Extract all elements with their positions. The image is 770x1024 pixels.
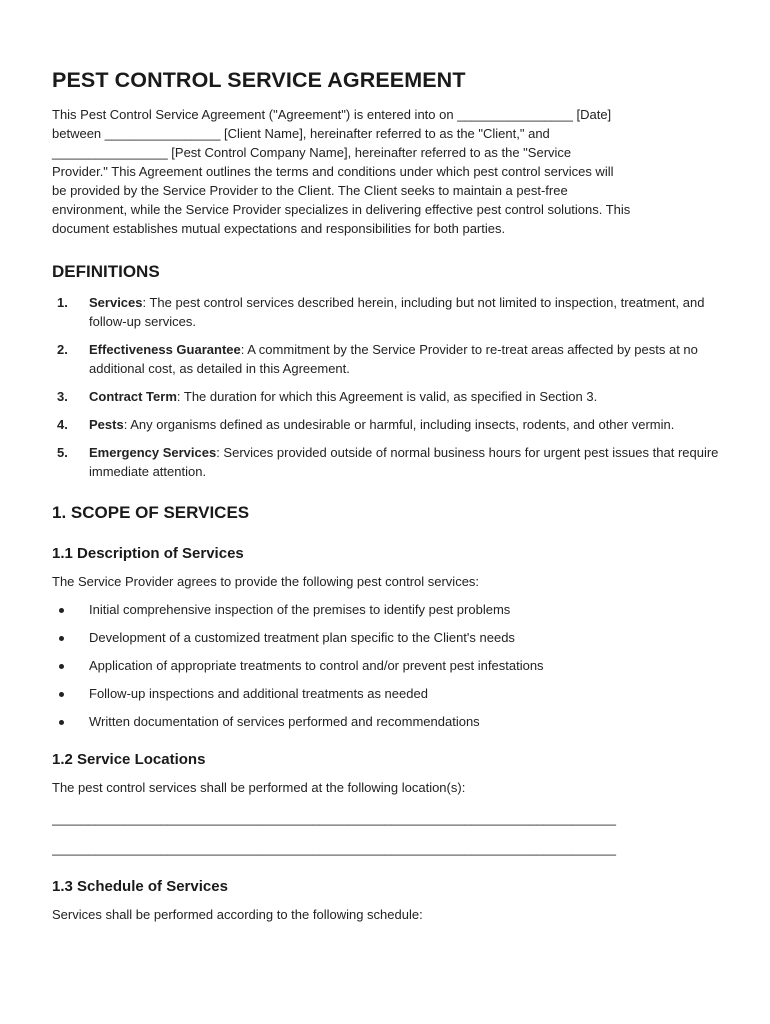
definition-item [52,443,719,481]
bullet-icon [59,664,64,669]
definition-term: Pests [89,417,124,432]
service-bullet-text: Development of a customized treatment plan specific to the Client's needs [89,630,515,645]
service-bullet-text: Initial comprehensive inspection of the premises to identify pest problems [89,602,511,617]
definition-term: Effectiveness Guarantee [89,342,241,357]
service-bullet-item [52,656,718,675]
definition-number: 3. [57,389,68,404]
intro-line: ________________ [Pest Control Company Name], hereinafter referred to as the "Service [52,145,572,160]
service-bullet-text: Written documentation of services performed and recommendations [89,714,480,729]
locations-subheading: 1.2 Service Locations [52,751,206,768]
intro-line: Provider." This Agreement outlines the terms and conditions under which pest control services will [52,164,614,179]
document-title: PEST CONTROL SERVICE AGREEMENT [52,68,466,92]
location-blank-line: ______________________________________________________________________________ [52,841,616,856]
service-bullet-item [52,712,718,731]
definition-text: : The pest control services described herein, including but not limited to inspection, treatment, and follow-up services. [89,295,705,329]
definition-item [52,340,719,378]
definitions-heading: DEFINITIONS [52,262,160,281]
service-bullet-item [52,684,718,703]
location-blank-line: ______________________________________________________________________________ [52,811,616,826]
definition-item [52,293,719,331]
service-bullet-item [52,600,718,619]
definition-term: Services [89,295,143,310]
service-bullet-text: Application of appropriate treatments to control and/or prevent pest infestations [89,658,544,673]
definition-item [52,387,719,406]
intro-line: document establishes mutual expectations and responsibilities for both parties. [52,221,506,236]
definition-text: : The duration for which this Agreement is valid, as specified in Section 3. [176,389,598,404]
service-bullet-item [52,628,718,647]
intro-line: between ________________ [Client Name], hereinafter referred to as the "Client," and [52,126,550,141]
intro-line: be provided by the Service Provider to the Client. The Client seeks to maintain a pest-free [52,183,568,198]
definition-number: 2. [57,342,68,357]
description-lead: The Service Provider agrees to provide the following pest control services: [52,574,480,589]
description-subheading: 1.1 Description of Services [52,545,244,562]
services-bullet-list [52,600,718,731]
definitions-list [52,293,718,481]
schedule-subheading: 1.3 Schedule of Services [52,878,228,895]
scope-heading: 1. SCOPE OF SERVICES [52,503,250,522]
definition-text: : Any organisms defined as undesirable or harmful, including insects, rodents, and other vermin. [123,417,675,432]
definition-text: : A commitment by the Service Provider to re-treat areas affected by pests at no additional cost, as detailed in this Agreement. [89,342,698,376]
bullet-icon [59,720,64,725]
intro-line: This Pest Control Service Agreement ("Agreement") is entered into on ________________ [Date] [52,107,612,122]
definition-text: : Services provided outside of normal business hours for urgent pest issues that require immediate attention. [89,445,719,479]
definition-number: 5. [57,445,68,460]
schedule-lead: Services shall be performed according to the following schedule: [52,907,423,922]
locations-lead: The pest control services shall be performed at the following location(s): [52,780,466,795]
definition-number: 1. [57,295,68,310]
definition-item [52,415,719,434]
bullet-icon [59,608,64,613]
definition-number: 4. [57,417,68,432]
intro-paragraph [52,105,720,238]
definition-term: Contract Term [89,389,177,404]
service-bullet-text: Follow-up inspections and additional treatments as needed [89,686,428,701]
bullet-icon [59,692,64,697]
bullet-icon [59,636,64,641]
definition-term: Emergency Services [89,445,217,460]
intro-line: environment, while the Service Provider specializes in delivering effective pest control solutions. This [52,202,631,217]
